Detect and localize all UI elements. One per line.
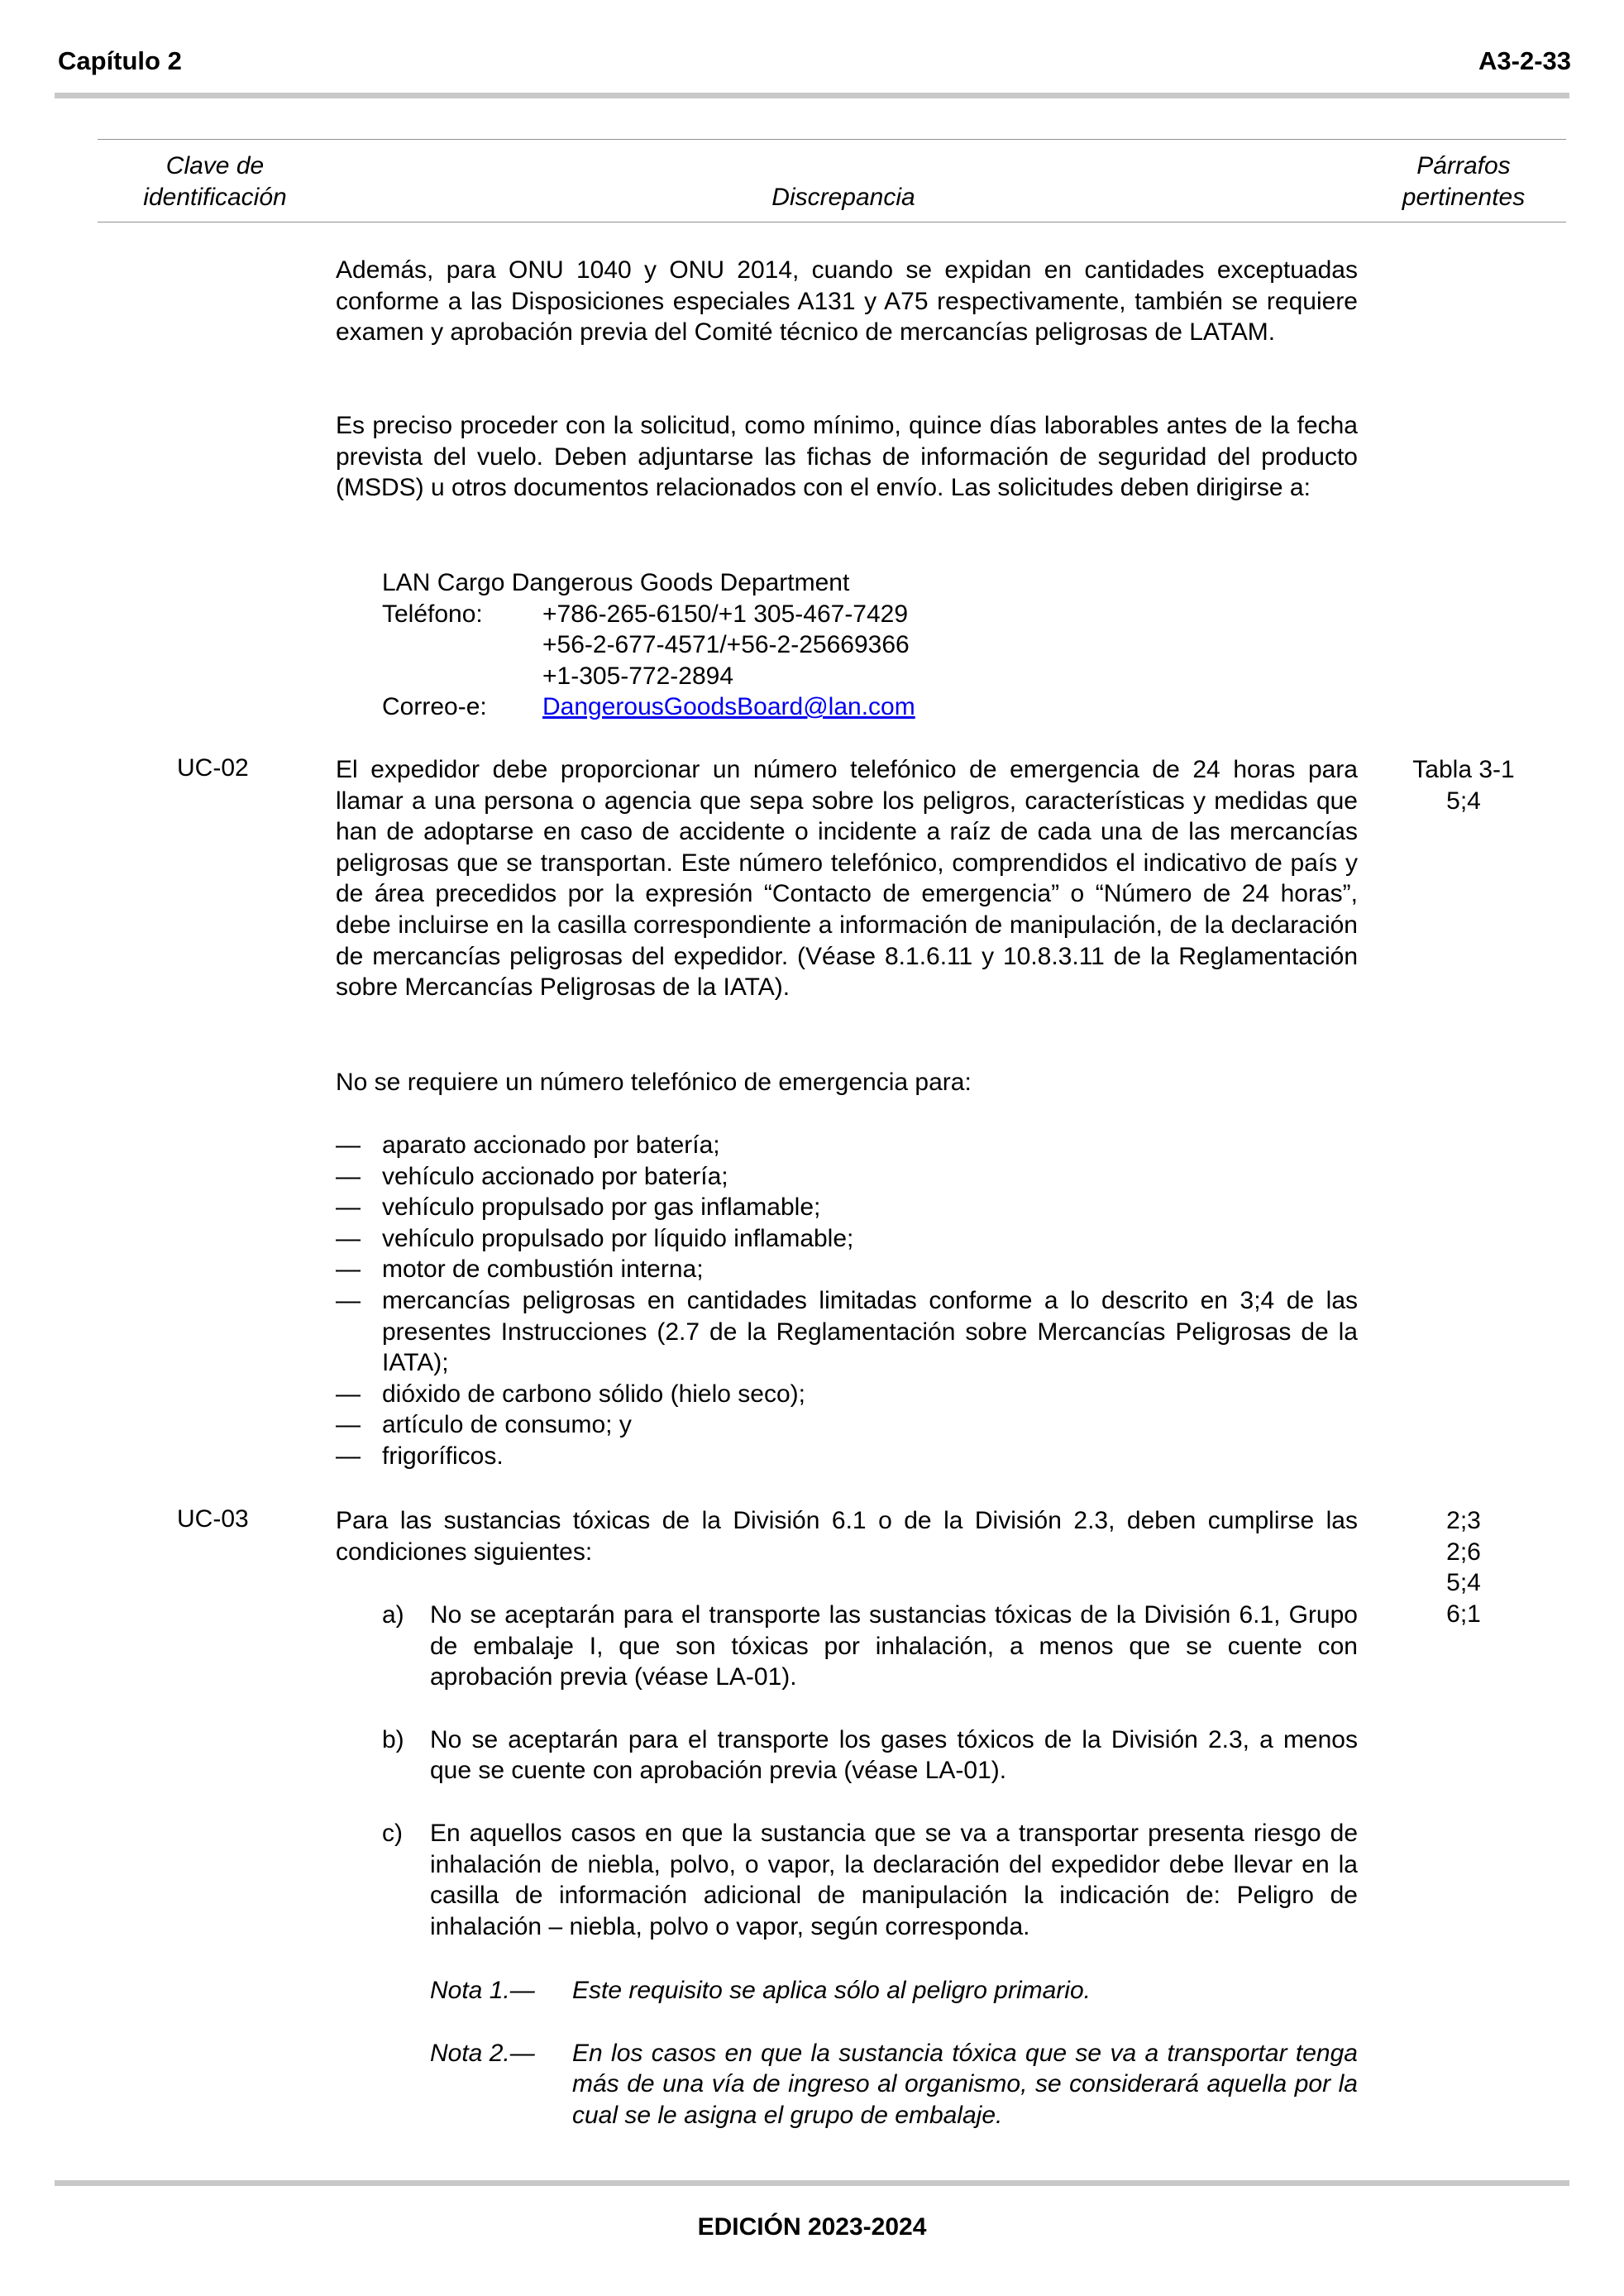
dash-mark: — — [336, 1162, 361, 1190]
dash-mark: — — [336, 1380, 361, 1408]
col-header-discrepancy: Discrepancia — [771, 184, 915, 211]
chapter-title: Capítulo 2 — [58, 46, 182, 75]
intro-paragraph-1: Además, para ONU 1040 y ONU 2014, cuando se expidan en cantidades exceptuadas conforme a las Disposiciones especiales A131 y A75 respectivamente, también se requiere examen y aprobación previa del Comité técnico de mercancías peligrosas de LATAM. — [336, 256, 1358, 347]
list-item — [336, 1192, 1358, 1223]
col-header-key-line1: Clave de — [165, 152, 265, 179]
email-label: Correo-e: — [382, 693, 487, 721]
uc02-exemption-list — [336, 1130, 1358, 1472]
uc03-ref: 6;1 — [1446, 1600, 1481, 1628]
uc02-ref: Tabla 3-1 — [1412, 756, 1515, 783]
list-item — [336, 1254, 1358, 1285]
list-item — [336, 1409, 1358, 1441]
dash-mark: — — [336, 1411, 361, 1439]
contact-phone-row — [382, 599, 915, 630]
uc02-paragraph-2: No se requiere un número telefónico de emergencia para: — [336, 1069, 972, 1096]
list-item-text: mercancías peligrosas en cantidades limitadas conforme a lo descrito en 3;4 de las presentes Instrucciones (2.7 de la Reglamentación sobre Mercancías Peligrosas de la IATA); — [382, 1286, 1358, 1377]
uc03-ref: 2;3 — [1446, 1507, 1481, 1534]
list-item — [336, 1161, 1358, 1193]
condition-item — [382, 1600, 1358, 1693]
list-item-text: aparato accionado por batería; — [382, 1131, 720, 1159]
condition-marker: b) — [382, 1725, 404, 1753]
phone-label-spacer — [382, 661, 542, 692]
dash-mark: — — [336, 1286, 361, 1314]
list-item — [336, 1223, 1358, 1255]
uc03-ref: 5;4 — [1446, 1569, 1481, 1597]
note-item — [430, 1975, 1358, 2007]
email-link[interactable]: DangerousGoodsBoard@lan.com — [542, 693, 915, 721]
list-item-text: artículo de consumo; y — [382, 1411, 632, 1439]
list-item-text: vehículo propulsado por líquido inflamable; — [382, 1224, 854, 1252]
header-rule — [55, 93, 1569, 98]
phone-number: +786-265-6150/+1 305-467-7429 — [542, 600, 909, 628]
col-header-paragraphs — [1373, 151, 1555, 213]
note-text: En los casos en que la sustancia tóxica que se va a transportar tenga más de una vía de ingreso al organismo, se considerará aquella por la cual se le asigna el grupo de embalaje. — [572, 2039, 1358, 2129]
table-top-rule — [98, 139, 1566, 140]
phone-number: +56-2-677-4571/+56-2-25669366 — [542, 631, 910, 659]
uc03-code: UC-03 — [177, 1505, 249, 1533]
uc03-conditions — [382, 1600, 1358, 1973]
dash-mark: — — [336, 1442, 361, 1470]
list-item-text: vehículo propulsado por gas inflamable; — [382, 1193, 821, 1222]
note-label: Nota 1.— — [430, 1977, 535, 2004]
note-item — [430, 2038, 1358, 2131]
col-header-key-line2: identificación — [143, 184, 287, 211]
condition-item — [382, 1724, 1358, 1787]
uc03-ref: 2;6 — [1446, 1538, 1481, 1566]
list-item-text: vehículo accionado por batería; — [382, 1162, 728, 1190]
condition-marker: c) — [382, 1819, 403, 1847]
dash-mark: — — [336, 1224, 361, 1252]
list-item-text: dióxido de carbono sólido (hielo seco); — [382, 1380, 805, 1408]
page-reference: A3-2-33 — [1478, 46, 1571, 75]
condition-marker: a) — [382, 1601, 404, 1629]
dash-mark: — — [336, 1131, 361, 1159]
note-text: Este requisito se aplica sólo al peligro primario. — [572, 1977, 1091, 2004]
list-item — [336, 1285, 1358, 1379]
uc03-paragraph-1: Para las sustancias tóxicas de la División 6.1 o de la División 2.3, deben cumplirse las condiciones siguientes: — [336, 1507, 1358, 1566]
phone-label: Teléfono: — [382, 600, 483, 628]
uc02-ref: 5;4 — [1446, 787, 1481, 815]
contact-block — [382, 567, 915, 723]
condition-item — [382, 1818, 1358, 1942]
uc02-paragraph-1: El expedidor debe proporcionar un número telefónico de emergencia de 24 horas para llamar a una persona o agencia que sepa sobre los peligros, características y medidas que han de adoptarse en caso de accidente o incidente a raíz de cada una de las mercancías peligrosas que se transportan. Este número telefónico, comprendidos el indicativo de país y de área precedidos por la expresión “Contacto de emergencia” o “Número de 24 horas”, debe incluirse en la casilla correspondiente a información de manipulación, de la declaración de mercancías peligrosas del expedidor. (Véase 8.1.6.11 y 10.8.3.11 de la Reglamentación sobre Mercancías Peligrosas de la IATA). — [336, 756, 1358, 1002]
note-label: Nota 2.— — [430, 2039, 535, 2067]
list-item — [336, 1441, 1358, 1472]
footer-rule — [55, 2180, 1569, 2186]
dash-mark: — — [336, 1256, 361, 1284]
col-header-key — [116, 151, 314, 213]
col-header-paragraphs-line1: Párrafos — [1416, 152, 1511, 179]
condition-text: No se aceptarán para el transporte los gases tóxicos de la División 2.3, a menos que se cuente con aprobación previa (véase LA-01). — [430, 1725, 1358, 1785]
condition-text: En aquellos casos en que la sustancia que se va a transportar presenta riesgo de inhalación de niebla, polvo, o vapor, la declaración del expedidor debe llevar en la casilla de información adicional de manipulación la indicación de: Peligro de inhalación – niebla, polvo o vapor, según corresponda. — [430, 1819, 1358, 1940]
list-item-text: motor de combustión interna; — [382, 1256, 704, 1284]
condition-text: No se aceptarán para el transporte las sustancias tóxicas de la División 6.1, Grupo de embalaje I, que son tóxicas por inhalación, a menos que se cuente con aprobación previa (véase LA-01). — [430, 1601, 1358, 1691]
list-item — [336, 1379, 1358, 1410]
list-item-text: frigoríficos. — [382, 1442, 504, 1470]
contact-phone-row — [382, 661, 915, 692]
col-header-paragraphs-line2: pertinentes — [1402, 184, 1526, 211]
contact-phone-row — [382, 629, 915, 661]
edition-footer: EDICIÓN 2023-2024 — [697, 2213, 927, 2241]
phone-label-spacer — [382, 629, 542, 661]
uc03-notes — [430, 1975, 1358, 2162]
contact-department: LAN Cargo Dangerous Goods Department — [382, 569, 850, 596]
uc02-code: UC-02 — [177, 754, 249, 782]
contact-email-row — [382, 691, 915, 723]
intro-paragraph-2: Es preciso proceder con la solicitud, como mínimo, quince días laborables antes de la fecha prevista del vuelo. Deben adjuntarse las fichas de información de seguridad del producto (MSDS) u otros documentos relacionados con el envío. Las solicitudes deben dirigirse a: — [336, 412, 1358, 502]
uc03-references — [1381, 1505, 1546, 1629]
list-item — [336, 1130, 1358, 1161]
phone-number: +1-305-772-2894 — [542, 662, 734, 690]
dash-mark: — — [336, 1193, 361, 1222]
uc02-references — [1381, 754, 1546, 816]
